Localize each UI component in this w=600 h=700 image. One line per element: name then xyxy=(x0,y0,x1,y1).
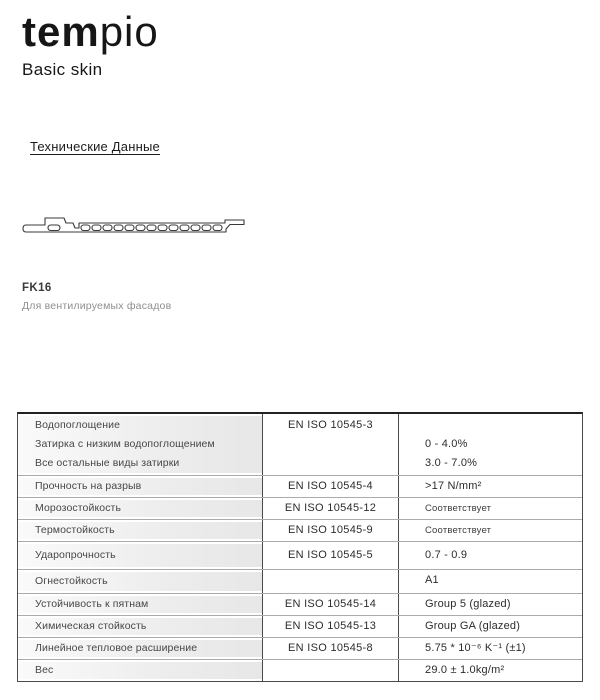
standard-label: EN ISO 10545-4 xyxy=(288,480,373,492)
property-cell xyxy=(18,660,263,681)
property-label: Прочность на разрыв xyxy=(35,480,142,492)
property-label: Огнестойкость xyxy=(35,575,108,587)
value-cell xyxy=(399,476,582,497)
property-label: Термостойкость xyxy=(35,524,115,536)
panel-profile-svg xyxy=(17,212,251,244)
property-cell xyxy=(18,414,263,475)
standard-label: EN ISO 10545-8 xyxy=(288,642,373,654)
value-cell xyxy=(399,542,582,569)
panel-description: Для вентилируемых фасадов xyxy=(22,300,172,312)
property-label: Линейное тепловое расширение xyxy=(35,642,198,654)
value-cell xyxy=(399,616,582,637)
property-label: Водопоглощение xyxy=(35,419,121,431)
standard-label: EN ISO 10545-9 xyxy=(288,524,373,536)
property-label: Все остальные виды затирки xyxy=(35,457,180,469)
property-cell xyxy=(18,570,263,593)
value-cell xyxy=(399,570,582,593)
property-label: Ударопрочность xyxy=(35,549,116,561)
property-cell xyxy=(18,498,263,519)
table-row xyxy=(18,414,582,475)
panel-code: FK16 xyxy=(22,282,52,294)
value-label: Group GA (glazed) xyxy=(425,620,521,632)
standard-label: EN ISO 10545-12 xyxy=(284,502,377,514)
value-label: 0.7 - 0.9 xyxy=(425,549,468,561)
value-label: 5.75 * 10⁻⁶ K⁻¹ (±1) xyxy=(425,642,526,654)
table-row xyxy=(18,593,582,615)
property-label: Устойчивость к пятнам xyxy=(35,598,149,610)
panel-cross-section-drawing xyxy=(17,212,251,249)
property-cell xyxy=(18,616,263,637)
value-label: Соответствует xyxy=(425,503,492,514)
standard-cell xyxy=(263,476,399,497)
brand-logo xyxy=(22,10,159,54)
table-row xyxy=(18,637,582,659)
table-row xyxy=(18,497,582,519)
standard-label: EN ISO 10545-13 xyxy=(284,620,377,632)
value-label: A1 xyxy=(425,574,439,586)
property-label: Вес xyxy=(35,664,54,676)
standard-cell xyxy=(263,414,399,475)
value-label: >17 N/mm² xyxy=(425,480,482,492)
value-cell xyxy=(399,594,582,615)
brand-logo-bold: tem xyxy=(22,8,100,55)
value-cell xyxy=(399,660,582,681)
table-row xyxy=(18,475,582,497)
table-row xyxy=(18,569,582,593)
table-row xyxy=(18,541,582,569)
property-cell xyxy=(18,520,263,541)
standard-cell xyxy=(263,498,399,519)
standard-cell xyxy=(263,616,399,637)
value-label: 3.0 - 7.0% xyxy=(425,457,478,469)
value-cell xyxy=(399,520,582,541)
standard-cell xyxy=(263,542,399,569)
property-cell xyxy=(18,542,263,569)
value-label: Group 5 (glazed) xyxy=(425,598,511,610)
property-cell xyxy=(18,638,263,659)
section-heading: Технические Данные xyxy=(30,139,160,154)
property-label: Морозостойкость xyxy=(35,502,122,514)
value-label: Соответствует xyxy=(425,525,492,536)
standard-cell xyxy=(263,638,399,659)
table-row xyxy=(18,519,582,541)
tech-table xyxy=(17,412,583,682)
standard-label: EN ISO 10545-5 xyxy=(288,549,373,561)
standard-cell xyxy=(263,594,399,615)
value-cell xyxy=(399,638,582,659)
property-label: Химическая стойкость xyxy=(35,620,147,632)
brand-logo-light: pio xyxy=(99,8,159,55)
value-cell xyxy=(399,498,582,519)
value-label: 29.0 ± 1.0kg/m² xyxy=(425,664,505,676)
standard-label: EN ISO 10545-3 xyxy=(288,419,373,431)
property-cell xyxy=(18,476,263,497)
table-row xyxy=(18,615,582,637)
standard-cell xyxy=(263,520,399,541)
value-cell xyxy=(399,414,582,475)
property-cell xyxy=(18,594,263,615)
property-label: Затирка с низким водопоглощением xyxy=(35,438,215,450)
standard-cell xyxy=(263,570,399,593)
product-name: Basic skin xyxy=(22,60,103,79)
value-label xyxy=(425,416,578,435)
standard-cell xyxy=(263,660,399,681)
standard-label: EN ISO 10545-14 xyxy=(284,598,377,610)
table-row xyxy=(18,659,582,681)
value-label: 0 - 4.0% xyxy=(425,438,468,450)
